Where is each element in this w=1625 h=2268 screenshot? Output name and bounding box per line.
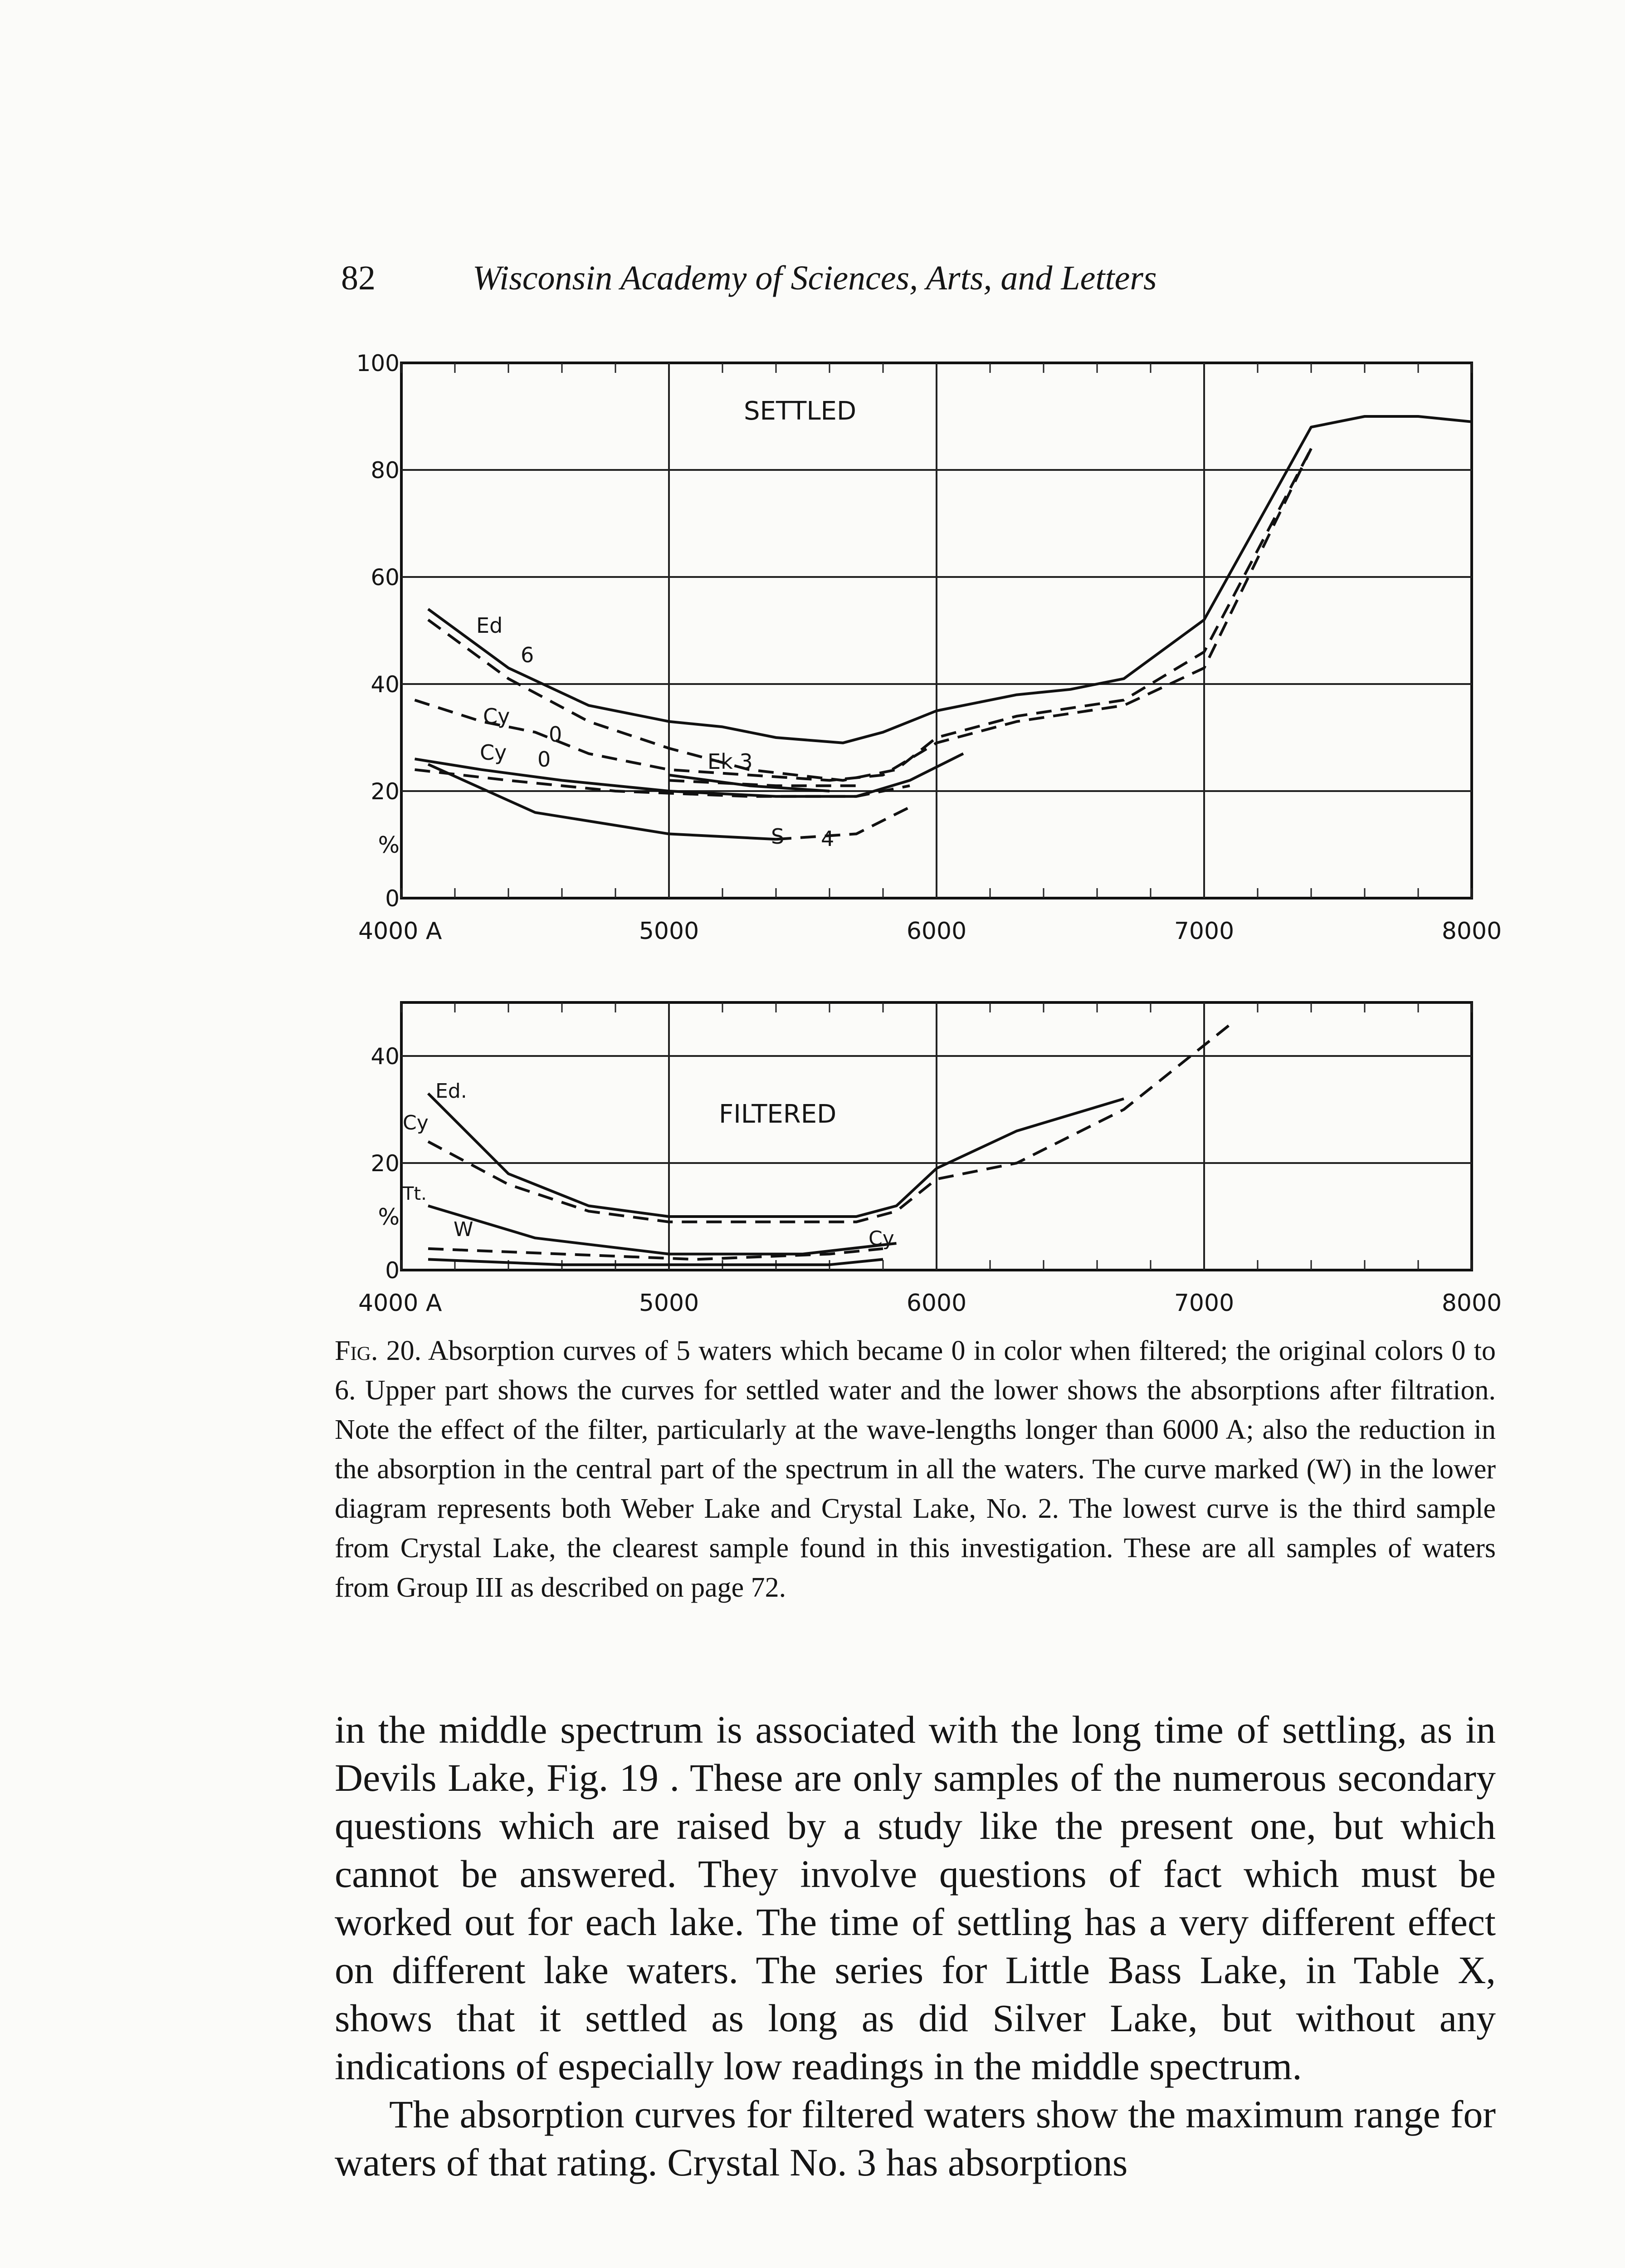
- journal-title: Wisconsin Academy of Sciences, Arts, and Letters: [473, 259, 1157, 297]
- filtered-y-ticks: [371, 1043, 400, 1284]
- settled-series-s: [428, 764, 776, 839]
- settled-curve-label: 6: [521, 643, 534, 667]
- settled-series-4: [776, 807, 910, 839]
- settled-series: [415, 416, 1472, 839]
- filtered-y-tick-label: 0: [385, 1257, 400, 1284]
- filtered-y-tick-label: %: [378, 1204, 400, 1230]
- settled-curve-label: Cy: [480, 740, 507, 765]
- settled-y-tick-label: 0: [385, 885, 400, 912]
- settled-x-tick-label: 7000: [1174, 918, 1235, 945]
- filtered-curve-label: Cy: [869, 1227, 894, 1250]
- settled-curve-label: S: [771, 824, 785, 849]
- page-number: 82: [341, 259, 376, 297]
- filtered-x-ticks: [358, 1290, 1502, 1317]
- settled-y-tick-label: 40: [371, 671, 400, 698]
- filtered-series-tt: [428, 1206, 897, 1254]
- filtered-curve-label: W: [454, 1218, 473, 1241]
- filtered-grid: [401, 1002, 1472, 1270]
- filtered-curve-label: Cy: [403, 1111, 429, 1134]
- filtered-series-cy3: [428, 1259, 883, 1265]
- filtered-x-tick-label: 5000: [639, 1290, 699, 1317]
- filtered-y-tick-label: 40: [371, 1043, 400, 1070]
- filtered-title: FILTERED: [719, 1100, 837, 1129]
- figure-label: Fig. 20.: [335, 1335, 422, 1366]
- filtered-x-tick-label: 8000: [1441, 1290, 1502, 1317]
- caption-text: Absorption curves of 5 waters which became 0 in color when filtered; the original colors 0 to 6. Upper part shows the curves for settled water and the lower shows the absorptions after filtration. Note the effect of the filter, particularly at the wave-lengths longer than 6000 A; also the reduction in the absorption in the central part of the spectrum in all the waters. The curve marked (W) in the lower diagram represents both Weber Lake and Crystal Lake, No. 2. The lowest curve is the third sample from Crystal Lake, the clearest sample found in this investigation. These are all samples of waters from Group III as described on page 72.: [335, 1335, 1496, 1603]
- settled-chart: [356, 350, 1502, 945]
- filtered-curve-label: Ed.: [435, 1080, 467, 1103]
- paragraph: in the middle spectrum is associated with the long time of settling, as in Devils Lake, Fig. 19 . These are only samples of the numerous secondary questions which are raised by a study like the present one, but which cannot be answered. They involve questions of fact which must be worked out for each lake. The time of settling has a very different effect on different lake waters. The series for Little Bass Lake, in Table X, shows that it settled as long as did Silver Lake, but without any indications of especially low readings in the middle spectrum.: [335, 1708, 1496, 2088]
- settled-curve-label: 0: [537, 747, 551, 772]
- settled-curve-label: Cy: [483, 704, 510, 728]
- filtered-y-tick-label: 20: [371, 1150, 400, 1177]
- settled-x-tick-label: 6000: [906, 918, 967, 945]
- settled-curve-label: 4: [821, 826, 834, 851]
- settled-y-tick-label: %: [378, 832, 400, 858]
- filtered-x-tick-label: 7000: [1174, 1290, 1235, 1317]
- settled-series-ed: [428, 416, 1472, 743]
- settled-x-tick-label: 8000: [1441, 918, 1502, 945]
- filtered-x-tick-label: 4000 A: [358, 1290, 442, 1317]
- filtered-x-tick-label: 6000: [906, 1290, 967, 1317]
- settled-y-tick-label: 20: [371, 778, 400, 805]
- settled-y-tick-label: 60: [371, 564, 400, 591]
- filtered-curve-label: Tt.: [403, 1183, 427, 1204]
- settled-curve-label: Ek 3: [708, 749, 753, 774]
- settled-y-tick-label: 80: [371, 457, 400, 484]
- settled-x-tick-label: 4000 A: [358, 918, 442, 945]
- settled-curve-label: 0: [549, 722, 562, 747]
- filtered-series: [428, 1024, 1231, 1265]
- settled-title: SETTLED: [744, 396, 857, 426]
- paragraph: The absorption curves for filtered waters show the maximum range for waters of that rating. Crystal No. 3 has absorptions: [335, 2092, 1496, 2184]
- filtered-chart: [358, 1002, 1502, 1317]
- settled-curve-label: Ed: [476, 613, 503, 638]
- settled-x-tick-label: 5000: [639, 918, 699, 945]
- figure-caption: [335, 1331, 1496, 1608]
- filtered-series-w: [428, 1249, 883, 1260]
- settled-y-tick-label: 100: [356, 350, 400, 376]
- settled-y-ticks: [356, 350, 400, 912]
- body-text: [335, 1706, 1496, 2186]
- settled-x-ticks: [358, 918, 1502, 945]
